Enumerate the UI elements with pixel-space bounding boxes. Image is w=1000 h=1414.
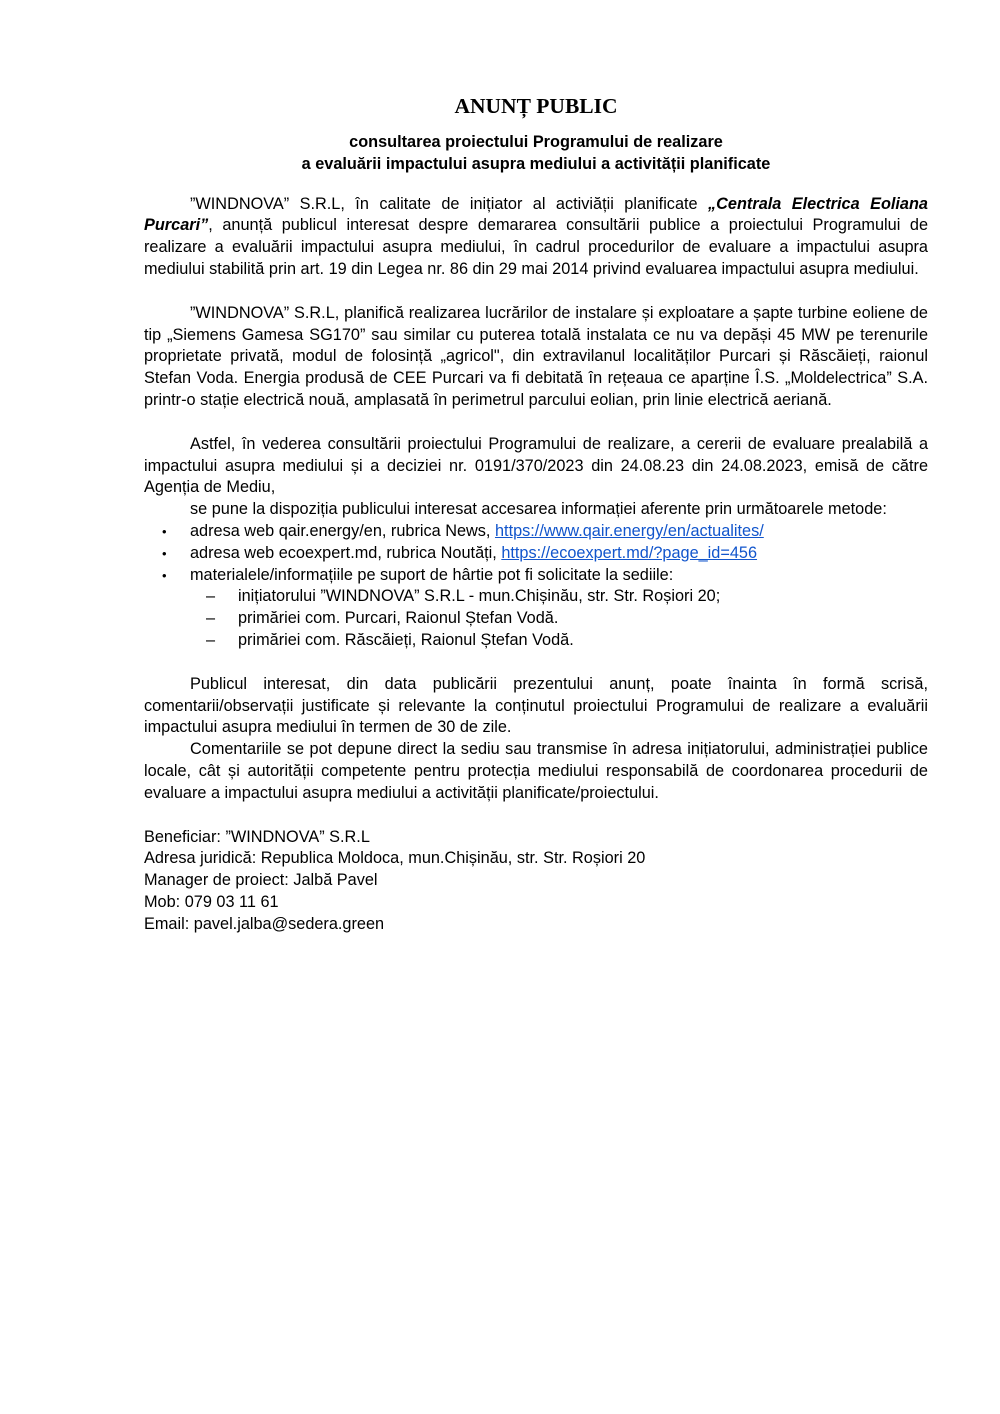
bullet-icon: • [162, 567, 167, 583]
list-item [144, 521, 928, 543]
list-item-text: adresa web ecoexpert.md, rubrica Noutăți, [190, 543, 502, 562]
location-text: inițiatorului ”WINDNOVA” S.R.L - mun.Chișinău, str. Str. Roșiori 20; [238, 587, 721, 606]
access-methods-list [144, 521, 928, 652]
paragraph-announcement [144, 194, 928, 281]
page-title: ANUNȚ PUBLIC [454, 94, 618, 118]
paragraph-consultation: Astfel, în vederea consultării proiectului Programului de realizare, a cererii de evaluare prealabilă a impactului asupra mediului și a deciziei nr. 0191/370/2023 din 24.08.23 din 24.08.2023, emisă de către Agenția de Mediu, [144, 434, 928, 497]
subtitle-line-1: consultarea proiectului Programului de realizare [349, 133, 723, 151]
project-manager-line: Manager de proiect: Jalbă Pavel [144, 871, 378, 890]
list-item [144, 630, 928, 652]
location-text: primăriei com. Răscăieți, Raionul Ștefan Vodă. [238, 630, 574, 649]
dash-icon: – [206, 587, 216, 606]
qair-news-link[interactable]: https://www.qair.energy/en/actualites/ [494, 521, 764, 540]
phone-line: Mob: 079 03 11 61 [144, 892, 279, 911]
contact-block [144, 827, 928, 936]
spacer [144, 412, 928, 434]
list-item-text: materialele/informațiile pe suport de hârtie pot fi solicitate la sediile: [190, 565, 674, 584]
subtitle-line-2: a evaluării impactului asupra mediului a activității planificate [301, 154, 771, 173]
paragraph-submission: Comentariile se pot depune direct la sediu sau transmise în adresa inițiatorului, administrației publice locale, cât și autorității competente pentru protecția mediului responsabilă de coordonarea procedurii de evaluare a impactului asupra mediului a activității planificate/proiectului. [144, 740, 928, 802]
spacer [144, 281, 928, 303]
project-name: „Centrala Electrica Eoliana Purcari” [144, 194, 928, 235]
list-item [144, 586, 928, 608]
paragraph-access-methods: se pune la dispoziția publicului interesat accesarea informației aferente prin următoarele metode: [190, 500, 887, 519]
document-page [144, 92, 928, 936]
bullet-icon: • [162, 523, 167, 539]
paragraph-announcement-intro: ”WINDNOVA” S.R.L, în calitate de inițiator al activiății planificate [190, 194, 709, 213]
page-subtitle [144, 132, 928, 176]
bullet-icon: • [162, 545, 167, 561]
email-line: Email: pavel.jalba@sedera.green [144, 914, 385, 933]
locations-list [144, 586, 928, 651]
beneficiary-line: Beneficiar: ”WINDNOVA” S.R.L [144, 827, 370, 846]
list-item [144, 565, 928, 652]
paragraph-public-comments: Publicul interesat, din data publicării prezentului anunț, poate înainta în formă scrisă, comentarii/observații justificate și relevante la conținutul proiectului Programului de realizare a evaluării impactului asupra mediului în termen de 30 de zile. [144, 674, 928, 737]
dash-icon: – [206, 630, 216, 649]
ecoexpert-news-link[interactable]: https://ecoexpert.md/?page_id=456 [501, 543, 758, 562]
spacer [144, 805, 928, 827]
dash-icon: – [206, 609, 216, 628]
list-item [144, 543, 928, 565]
spacer [144, 652, 928, 674]
legal-address-line: Adresa juridică: Republica Moldoca, mun.Chișinău, str. Str. Roșiori 20 [144, 849, 646, 868]
location-text: primăriei com. Purcari, Raionul Ștefan Vodă. [238, 609, 559, 628]
paragraph-announcement-rest: , anunță publicul interesat despre demararea consultării publice a proiectului Programului de realizare a evaluării impactului asupra mediului, în cadrul procedurilor de evaluare a impactului asupra mediului stabilită prin art. 19 din Legea nr. 86 din 29 mai 2014 privind evaluarea impactului asupra mediului. [144, 216, 928, 278]
list-item-text: adresa web qair.energy/en, rubrica News, [190, 521, 495, 540]
list-item [144, 608, 928, 630]
paragraph-project-description: ”WINDNOVA” S.R.L, planifică realizarea lucrărilor de instalare și exploatare a șapte turbine eoliene de tip „Siemens Gamesa SG170” sau similar cu puterea totală instalata ce nu va depăși 45 MW pe terenurile proprietate privată, modul de folosință „agricol", din extravilanul localităților Purcari și Răscăieți, raionul Stefan Voda. Energia produsă de CEE Purcari va fi debitată în rețeaua ce aparține Î.S. „Moldelectrica” S.A. printr-o stație electrică nouă, amplasată în perimetrul parcului eolian, prin linie electrică aeriană. [144, 303, 928, 409]
